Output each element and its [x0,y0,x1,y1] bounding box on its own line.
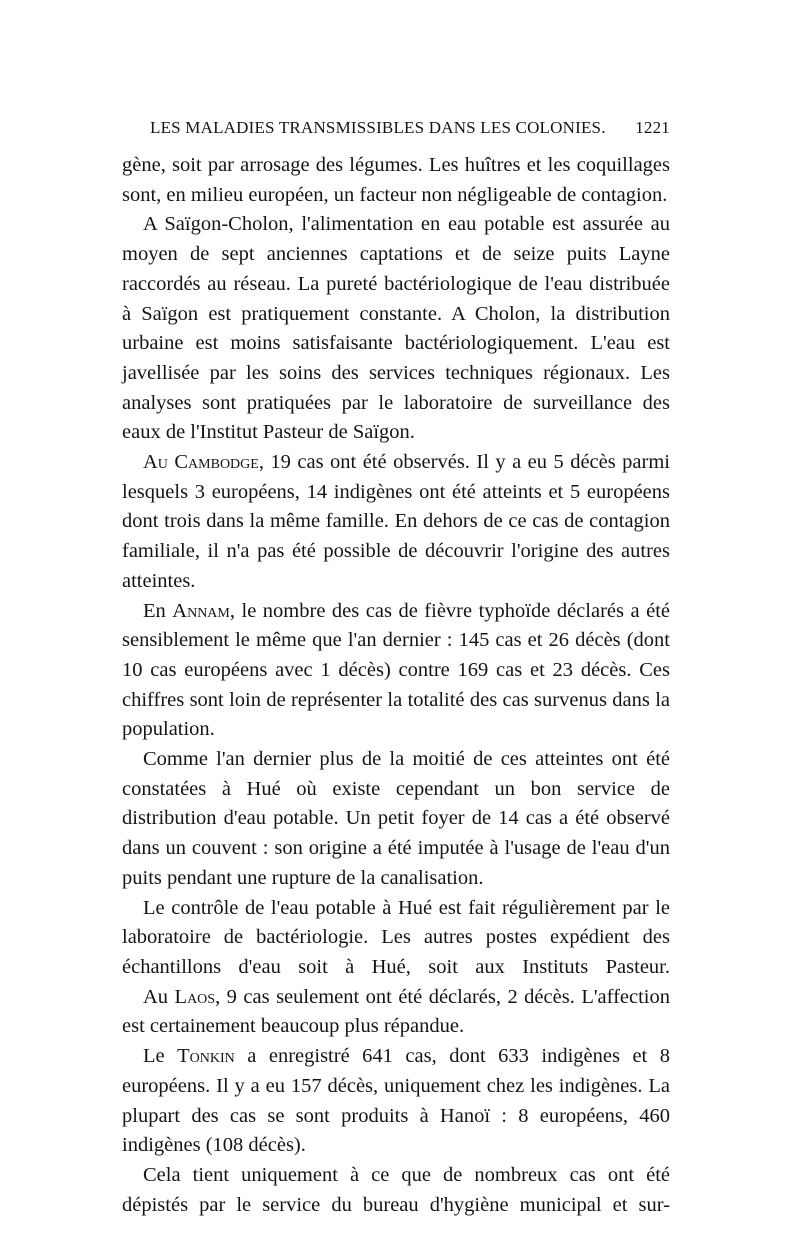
paragraph-annam: En Annam, le nombre des cas de fièvre typhoïde déclarés a été sensiblement le même que l'an dernier : 145 cas et 26 décès (dont 10 cas européens avec 1 décès) contre 169 cas et 23 décès. Ces chiffres sont loin de représenter la totalité des cas survenus dans la population. [122,599,670,741]
paragraph-saigon-cholon: A Saïgon-Cholon, l'alimentation en eau potable est assurée au moyen de sept anciennes captations et de seize puits Layne raccordés au réseau. La pureté bactériologique de l'eau distribuée à Saïgon est pratiquement constante. A Cholon, la distribution urbaine est moins satisfaisante bactériologiquement. L'eau est javellisée par les soins des services techniques régionaux. Les analyses sont pratiquées par le laboratoire de surveillance des eaux de l'Institut Pasteur de Saïgon. [122,213,670,444]
body-text [122,151,670,1220]
region-laos: Laos, [174,985,221,1008]
region-cambodge: Au Cambodge, [143,451,264,474]
paragraph-controle: Le contrôle de l'eau potable à Hué est fait régulièrement par le laboratoire de bactériologie. Les autres postes expédient des échantillons d'eau soit à Hué, soit aux Instituts Pasteur. [122,896,670,978]
paragraph-hanoi: Cela tient uniquement à ce que de nombreux cas ont été dépistés par le service du bureau d'hygiène municipal et sur- [122,1163,670,1216]
paragraph-continuation: gène, soit par arrosage des légumes. Les huîtres et les coquillages sont, en milieu européen, un facteur non négligeable de contagion. [122,154,670,206]
paragraph-tonkin: Le Tonkin a enregistré 641 cas, dont 633 indigènes et 8 européens. Il y a eu 157 décès, uniquement chez les indigènes. La plupart des cas se sont produits à Hanoï : 8 européens, 460 indigènes (108 décès). [122,1045,670,1157]
region-annam: Annam, [172,599,235,622]
paragraph-hue: Comme l'an dernier plus de la moitié de ces atteintes ont été constatées à Hué où existe cependant un bon service de distribution d'eau potable. Un petit foyer de 14 cas a été observé dans un couvent : son origine a été imputée à l'usage de l'eau d'un puits pendant une rupture de la canalisation. [122,748,670,889]
running-header [150,118,670,142]
page-number: 1221 [635,118,670,137]
paragraph-cambodge: Au Cambodge, 19 cas ont été observés. Il y a eu 5 décès parmi lesquels 3 européens, 14 indigènes ont été atteints et 5 européens dont trois dans la même famille. En dehors de ce cas de contagion familiale, il n'a pas été possible de découvrir l'origine des autres atteintes. [122,451,670,592]
region-tonkin: Tonkin [177,1045,235,1068]
running-title: LES MALADIES TRANSMISSIBLES DANS LES COLONIES. [150,118,606,137]
paragraph-laos: Au Laos, 9 cas seulement ont été déclarés, 2 décès. L'affection est certainement beaucoup plus répandue. [122,985,671,1038]
